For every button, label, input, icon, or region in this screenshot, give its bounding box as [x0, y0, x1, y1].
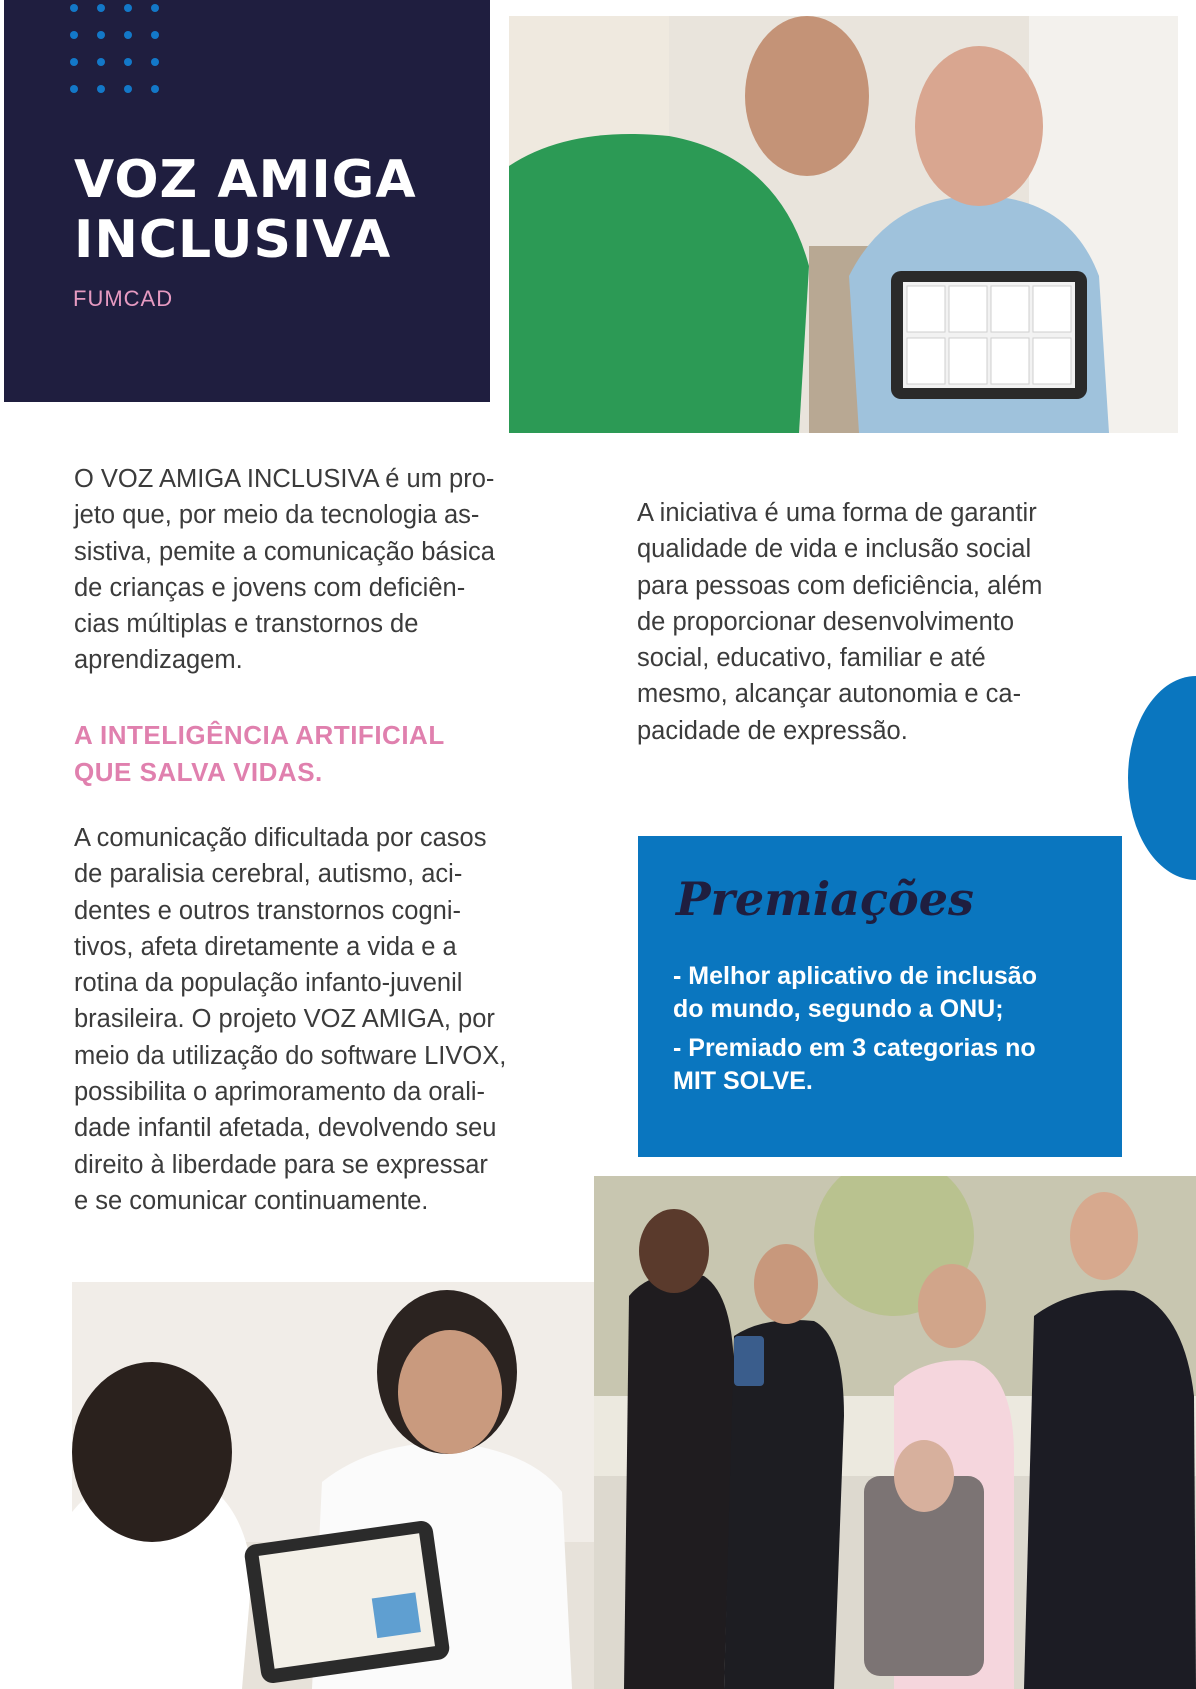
initiative-line: A iniciativa é uma forma de garantir	[637, 499, 1037, 527]
body-line: brasileira. O projeto VOZ AMIGA, por	[74, 1005, 495, 1034]
initiative-line: mesmo, alcançar autonomia e ca-	[637, 680, 1022, 709]
decorative-semicircle	[1128, 676, 1196, 880]
initiative-line: de proporcionar desenvolvimento	[637, 607, 1015, 636]
intro-line: sistiva, pemite a comunicação básica	[74, 537, 495, 566]
page-subtitle: FUMCAD	[73, 286, 174, 311]
intro-line: de crianças e jovens com deficiên-	[74, 573, 466, 602]
body-line: A comunicação dificultada por casos	[74, 824, 487, 852]
photo-award-ceremony	[594, 1176, 1196, 1689]
body-paragraph	[74, 820, 574, 1219]
title-line-1: VOZ AMIGA	[74, 150, 417, 210]
award-item	[673, 1032, 1103, 1098]
initiative-paragraph	[637, 495, 1117, 749]
initiative-line: para pessoas com deficiência, além	[637, 571, 1043, 600]
section-subheading	[74, 717, 534, 791]
intro-line: O VOZ AMIGA INCLUSIVA é um pro-	[74, 465, 495, 493]
initiative-line: pacidade de expressão.	[637, 716, 908, 745]
photo-child-with-tablet	[72, 1282, 606, 1689]
award-item-line: MIT SOLVE.	[673, 1067, 813, 1095]
subheading-line-2: QUE SALVA VIDAS.	[74, 757, 323, 787]
body-line: e se comunicar continuamente.	[74, 1186, 429, 1215]
decorative-dots	[70, 4, 170, 98]
award-item-line: - Premiado em 3 categorias no	[673, 1034, 1036, 1062]
intro-line: cias múltiplas e transtornos de	[74, 610, 419, 639]
award-item	[673, 960, 1103, 1026]
body-line: meio da utilização do software LIVOX,	[74, 1041, 507, 1070]
page-title	[74, 150, 474, 270]
award-item-line: do mundo, segundo a ONU;	[673, 995, 1004, 1023]
awards-title: Premiações	[676, 872, 974, 926]
intro-line: jeto que, por meio da tecnologia as-	[74, 501, 480, 530]
subheading-line-1: A INTELIGÊNCIA ARTIFICIAL	[74, 720, 445, 750]
intro-paragraph	[74, 461, 574, 679]
body-line: possibilita o aprimoramento da orali-	[74, 1078, 486, 1107]
initiative-line: social, educativo, familiar e até	[637, 644, 986, 673]
intro-line: aprendizagem.	[74, 646, 243, 675]
title-line-2: INCLUSIVA	[74, 210, 392, 270]
body-line: direito à liberdade para se expressar	[74, 1150, 488, 1179]
body-line: de paralisia cerebral, autismo, aci-	[74, 860, 463, 889]
body-line: dentes e outros transtornos cogni-	[74, 896, 461, 925]
body-line: dade infantil afetada, devolvendo seu	[74, 1114, 497, 1143]
awards-list	[673, 960, 1103, 1104]
body-line: rotina da população infanto-juvenil	[74, 969, 463, 998]
body-line: tivos, afeta diretamente a vida e a	[74, 932, 457, 961]
award-item-line: - Melhor aplicativo de inclusão	[673, 962, 1037, 990]
photo-men-with-tablet	[509, 16, 1178, 433]
initiative-line: qualidade de vida e inclusão social	[637, 535, 1032, 564]
